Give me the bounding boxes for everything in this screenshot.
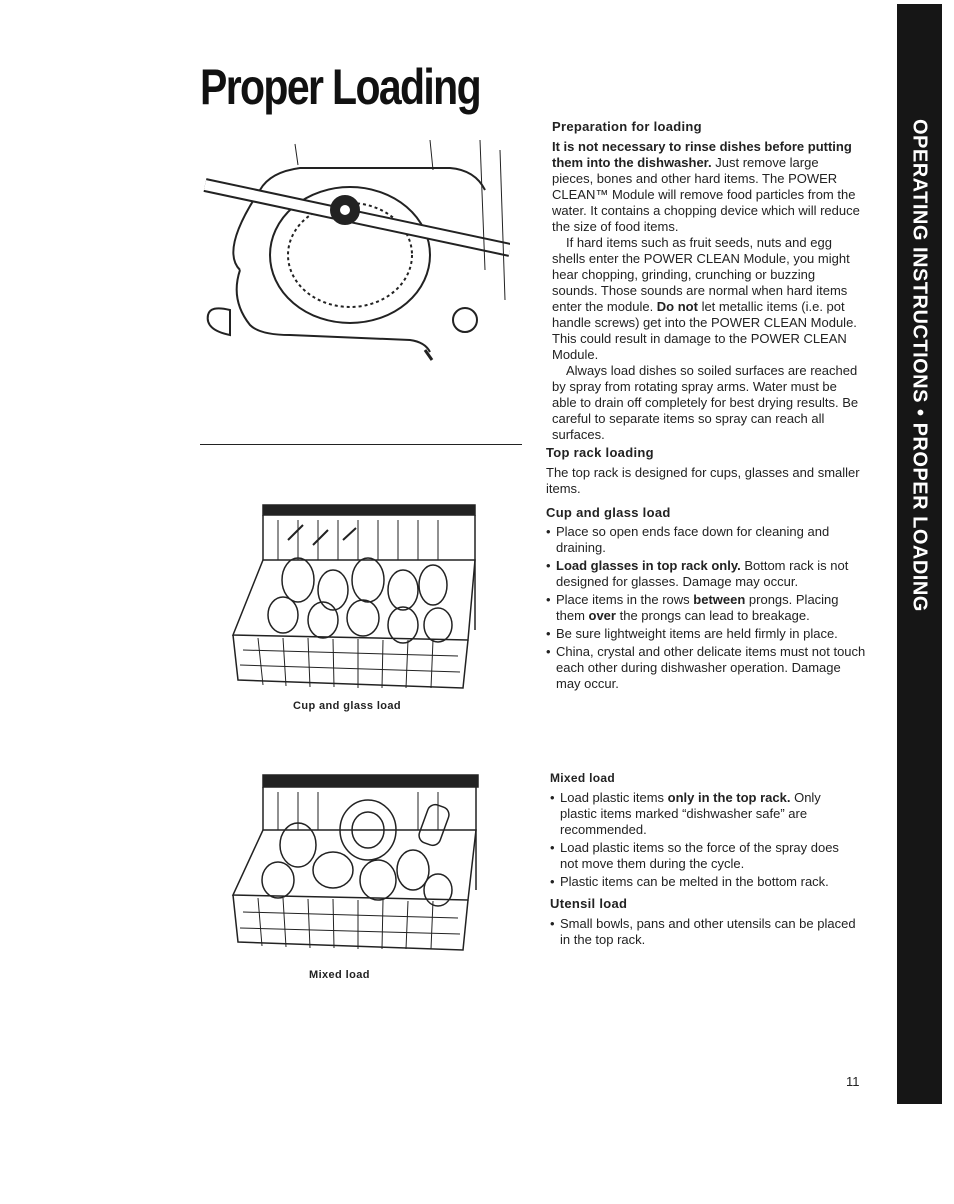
utensil-load-list: [550, 916, 860, 948]
top-rack-heading: Top rack loading: [546, 445, 654, 460]
preparation-heading: Preparation for loading: [552, 119, 702, 134]
section-divider: [200, 444, 522, 445]
spray-arm-illustration: [200, 130, 510, 370]
preparation-paragraph-1: [552, 139, 862, 235]
preparation-section: [552, 119, 862, 443]
rinse-notice-rest: Just remove large pieces, bones and other hard items. The POWER CLEAN™ Module will remove food particles from the water. It contains a chopping device which will reduce the size of food items.: [552, 155, 860, 234]
prongs-text-b: prongs. Placing them: [556, 592, 839, 623]
plastic-text-b: Only plastic items marked “dishwasher safe” are recommended.: [560, 790, 821, 837]
preparation-paragraph-3: Always load dishes so soiled surfaces are reached by spray from rotating spray arms. Water must be able to drain off completely for best drying results. Be careful to separate items so spray can reach all surfaces.: [552, 363, 859, 442]
list-item: • China, crystal and other delicate items must not touch each other during dishwasher operation. Damage may occur.: [546, 644, 866, 692]
list-item: • Place so open ends face down for cleaning and draining.: [546, 524, 866, 556]
cup-glass-rack-illustration: [228, 500, 480, 695]
rinse-notice: It is not necessary to rinse dishes before putting them into the dishwasher.: [552, 139, 852, 170]
between-emphasis: between: [693, 592, 746, 607]
list-item: • Load plastic items so the force of the spray does not move them during the cycle.: [550, 840, 860, 872]
cup-glass-caption: Cup and glass load: [293, 700, 402, 712]
top-rack-text: The top rack is designed for cups, glasses and smaller items.: [546, 465, 860, 496]
list-item: • Be sure lightweight items are held firmly in place.: [546, 626, 866, 642]
section-side-tab: [897, 4, 942, 1104]
hard-items-text: If hard items such as fruit seeds, nuts and egg shells enter the POWER CLEAN Module, you might hear chopping, grinding, crunching or buzzing sounds. Those sounds are normal when hard items enter the module.: [552, 235, 850, 314]
preparation-paragraph-2: [552, 235, 862, 363]
cup-glass-list: [546, 524, 866, 692]
list-item: [546, 558, 866, 590]
side-tab-label: OPERATING INSTRUCTIONS • PROPER LOADING: [908, 119, 931, 612]
do-not-emphasis: Do not: [656, 299, 698, 314]
glasses-top-rack-emphasis: Load glasses in top rack only.: [556, 558, 741, 573]
plastic-text-a: Load plastic items: [560, 790, 668, 805]
list-item: [550, 790, 860, 838]
top-rack-section: [546, 445, 866, 694]
prongs-text-a: Place items in the rows: [556, 592, 694, 607]
utensil-load-heading: Utensil load: [550, 896, 628, 911]
mixed-load-rack-illustration: [228, 770, 480, 960]
list-item: • Small bowls, pans and other utensils can be placed in the top rack.: [550, 916, 860, 948]
top-rack-only-emphasis: only in the top rack.: [667, 790, 791, 805]
mixed-load-caption: Mixed load: [309, 969, 370, 981]
page-title: Proper Loading: [200, 59, 481, 115]
list-item: [546, 592, 866, 624]
prongs-text-c: the prongs can lead to breakage.: [615, 608, 810, 623]
page-number: 11: [846, 1074, 860, 1089]
list-item: • Plastic items can be melted in the bottom rack.: [550, 874, 860, 890]
mixed-load-heading: Mixed load: [550, 771, 616, 785]
over-emphasis: over: [588, 608, 616, 623]
mixed-load-section: [550, 770, 860, 950]
cup-glass-heading: Cup and glass load: [546, 505, 671, 520]
mixed-load-list: [550, 790, 860, 890]
metallic-items-text: let metallic items (i.e. pot handle screws) get into the POWER CLEAN Module. This could result in damage to the POWER CLEAN Module.: [552, 299, 857, 362]
glasses-top-rack-text: Bottom rack is not designed for glasses. Damage may occur.: [556, 558, 849, 589]
